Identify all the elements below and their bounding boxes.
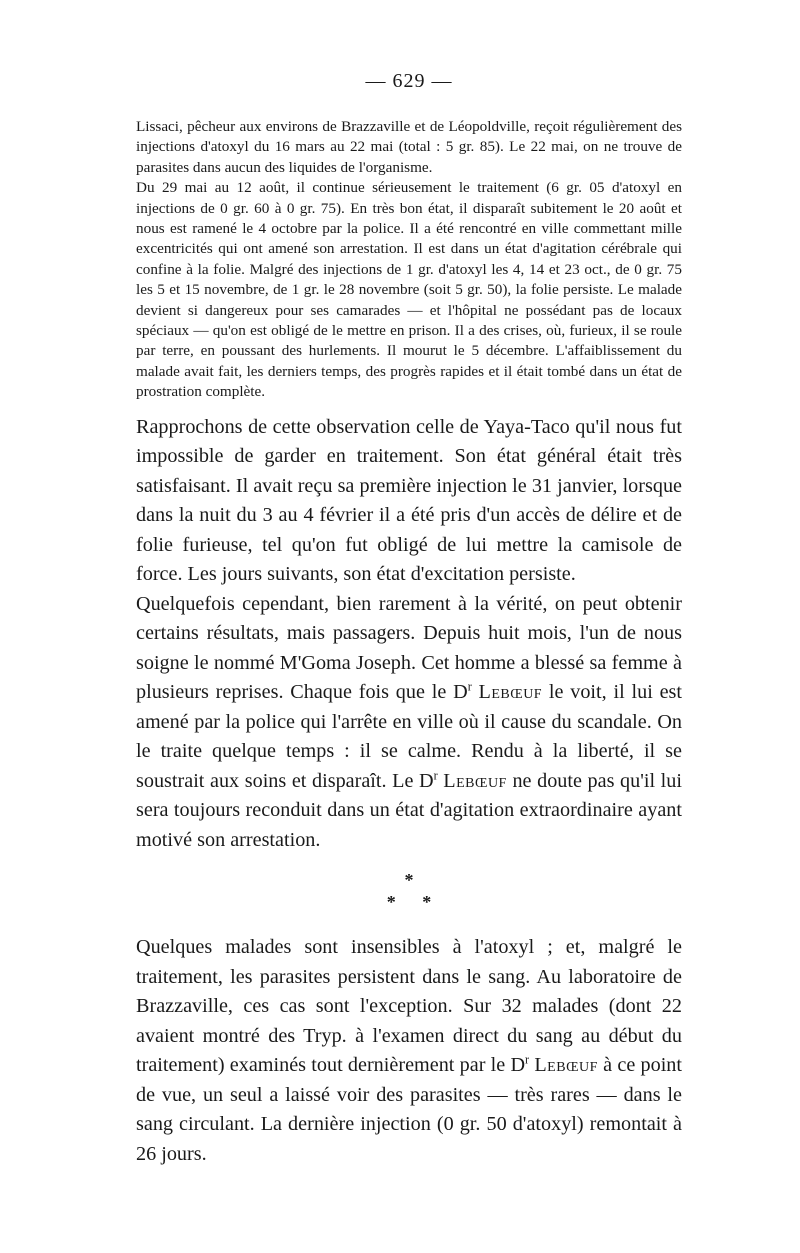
page-number: — 629 — bbox=[365, 70, 453, 92]
author-name: Lebœuf bbox=[478, 681, 543, 704]
superscript: r bbox=[525, 1052, 530, 1067]
asterisk: * bbox=[386, 892, 396, 913]
body-paragraph-insensitive-patients bbox=[136, 933, 682, 1169]
body-paragraph-yaya-taco: Rapprochons de cette observation celle de Yaya-Taco qu'il nous fut impossible de garder en traitement. Son état général était très satisfaisant. Il avait reçu sa première injection le 31 janvier, lorsque dans la nuit du 3 au 4 février il a été pris d'un accès de délire et de folie furieuse, tel qu'on fut obligé de lui mettre la camisole de force. Les jours suivants, son état d'excitation persiste. bbox=[136, 415, 682, 586]
case-paragraph-2: Du 29 mai au 12 août, il continue sérieusement le traitement (6 gr. 05 d'atoxyl en injections de 0 gr. 60 à 0 gr. 75). En très bon état, il disparaît subitement le 20 août et nous est ramené le 4 octobre par la police. Il a été rencontré en ville commettant mille excentricités qui ont amené son arrestation. Il est dans un état d'agitation cérébrale qui confine à la folie. Malgré des injections de 1 gr. d'atoxyl les 4, 14 et 23 oct., de 0 gr. 75 les 5 et 15 novembre, de 1 gr. le 28 novembre (soit 5 gr. 50), la folie persiste. Le malade devient si dangereux pour ses camarades — et l'hôpital ne possédant pas de locaux spéciaux — qu'on est obligé de le mettre en prison. Il a des crises, où, furieux, il se roule par terre, en poussant des hurlements. Il mourut le 5 décembre. L'affaiblissement du malade avait fait, les derniers temps, des progrès rapides et il était tombé dans un état de prostration complète. bbox=[136, 179, 682, 401]
paragraph-text-segment: ne doute pas qu'il lui sera toujours reconduit dans un état d'agitation extraordinaire ayant motivé son arrestation. bbox=[136, 769, 682, 851]
section-divider-asterism bbox=[136, 869, 682, 913]
paragraph-text-segment: à ce point de vue, un seul a laissé voir des parasites — très rares — dans le sang circulant. La dernière injection (0 gr. 50 d'atoxyl) remontait à 26 jours. bbox=[136, 1054, 683, 1165]
case-paragraph-1: Lissaci, pêcheur aux environs de Brazzaville et de Léopoldville, reçoit régulièrement des injections d'atoxyl du 16 mars au 22 mai (total : 5 gr. 85). Le 22 mai, on ne trouve de parasites dans aucun des liquides de l'organisme. bbox=[136, 118, 682, 176]
superscript: r bbox=[433, 767, 438, 782]
author-name: Lebœuf bbox=[443, 769, 507, 792]
paragraph-text-segment: Quelquefois cependant, bien rarement à la vérité, on peut obtenir certains résultats, mais passagers. Depuis huit mois, l'un de nous soigne le nommé M'Goma Joseph. Cet homme a blessé sa femme à plusieurs reprises. Chaque fois que le D bbox=[136, 592, 682, 704]
author-name: Lebœuf bbox=[534, 1054, 598, 1077]
asterisk: * bbox=[422, 892, 432, 913]
document-page bbox=[136, 70, 682, 1169]
superscript: r bbox=[467, 679, 472, 694]
paragraph-text-segment: Quelques malades sont insensibles à l'atoxyl ; et, malgré le traitement, les parasites persistent dans le sang. Au laboratoire de Brazzaville, ces cas sont l'exception. Sur 32 malades (dont 22 avaient montré des Tryp. à l'examen direct du sang au début du traitement) examinés tout dernièrement par le D bbox=[136, 936, 682, 1077]
asterisk: * bbox=[404, 870, 414, 891]
body-paragraph-mgoma-joseph bbox=[136, 590, 682, 856]
paragraph-text-segment: le voit, il lui est amené par la police qui l'arrête en ville où il cause du scandale. On le traite quelque temps : il se calme. Rendu à la liberté, il se soustrait aux soins et disparaît. Le D bbox=[136, 681, 683, 792]
